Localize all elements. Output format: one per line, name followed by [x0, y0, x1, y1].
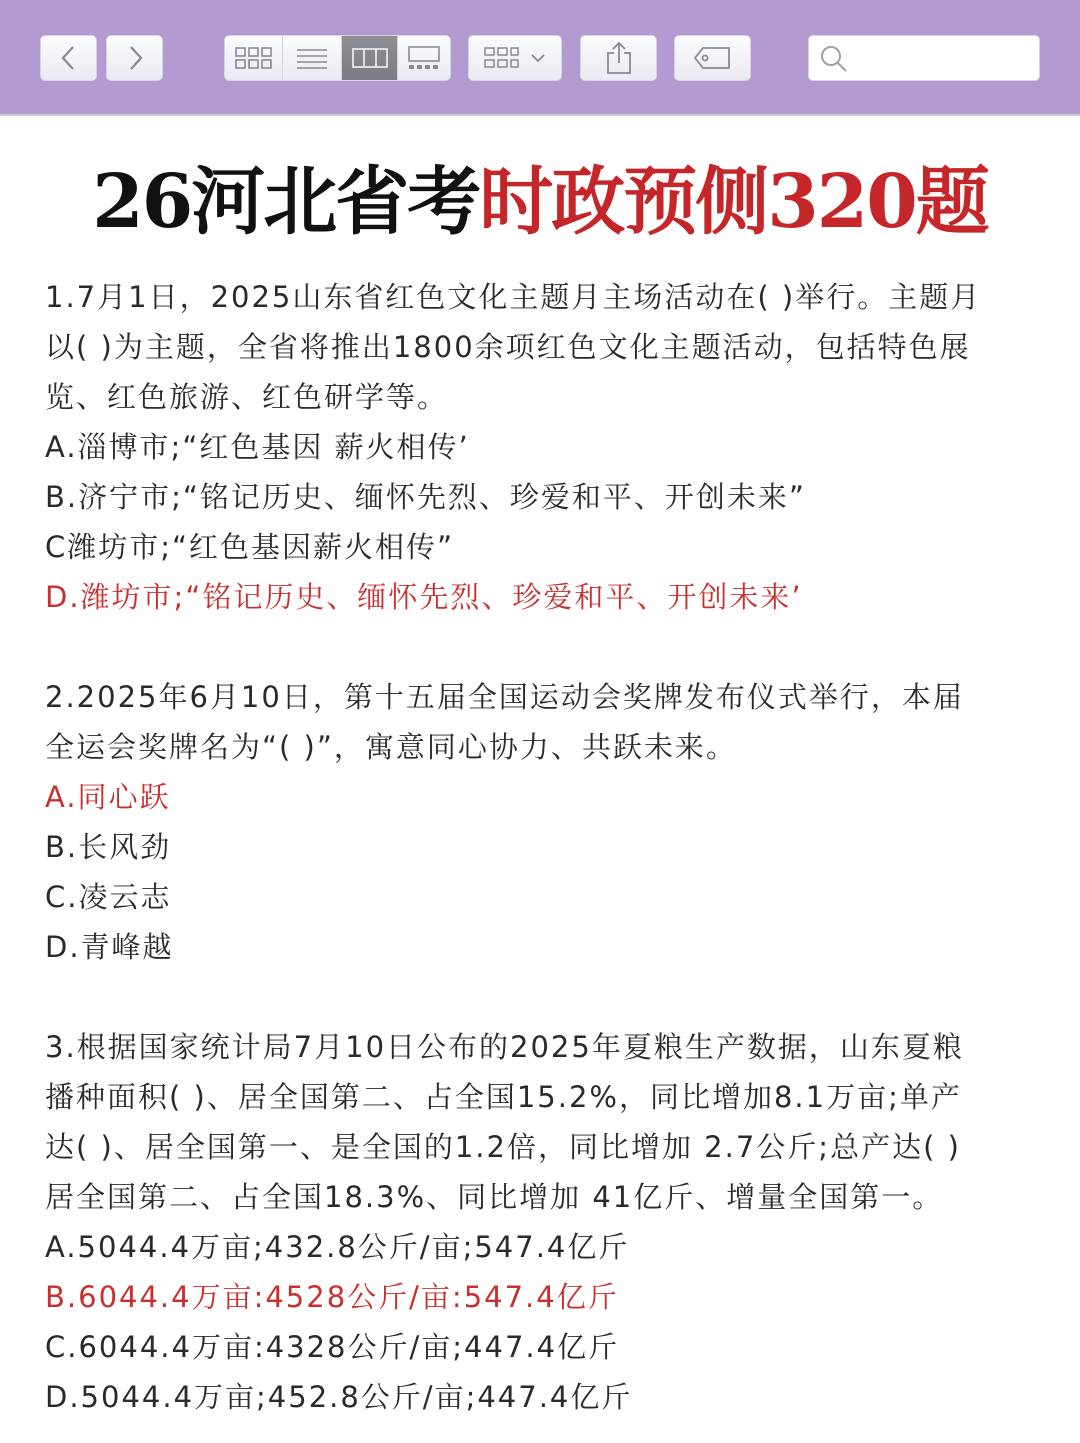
page-title [0, 152, 1080, 252]
question-1 [45, 272, 1045, 622]
group-by-button[interactable] [468, 35, 562, 81]
option-c: C.凌云志 [45, 880, 172, 914]
title-red-part: 时政预侧320题 [479, 159, 988, 245]
question-stem-line: 居全国第二、占全国18.3%、同比增加 41亿斤、增量全国第一。 [45, 1180, 944, 1214]
question-stem-line: 1.7月1日，2025山东省红色文化主题月主场活动在( )举行。主题月 [45, 280, 982, 314]
list-view-button[interactable] [283, 35, 342, 81]
column-view-button[interactable] [342, 35, 398, 81]
share-icon [604, 41, 634, 75]
question-list [45, 272, 1045, 1422]
option-d-correct-answer: D.潍坊市;“铭记历史、缅怀先烈、珍爱和平、开创未来’ [45, 580, 803, 614]
gallery-icon [405, 45, 443, 71]
option-c: C潍坊市;“红色基因薪火相传” [45, 530, 455, 564]
search-field[interactable] [808, 35, 1040, 81]
question-stem-line: 览、红色旅游、红色研学等。 [45, 380, 449, 414]
option-b-correct-answer: B.6044.4万亩:4528公斤/亩:547.4亿斤 [45, 1280, 619, 1314]
question-stem-line: 以( )为主题，全省将推出1800余项红色文化主题活动，包括特色展 [45, 330, 971, 364]
chevron-left-icon [59, 45, 79, 71]
forward-button[interactable] [106, 35, 163, 81]
list-icon [295, 46, 329, 70]
option-a: A.淄博市;“红色基因 薪火相传’ [45, 430, 470, 464]
question-2 [45, 672, 1045, 972]
option-c: C.6044.4万亩:4328公斤/亩;447.4亿斤 [45, 1330, 620, 1364]
option-a: A.5044.4万亩;432.8公斤/亩;547.4亿斤 [45, 1230, 630, 1264]
share-button[interactable] [580, 35, 657, 81]
group-by-icon [483, 46, 521, 70]
gallery-view-button[interactable] [398, 35, 451, 81]
columns-icon [351, 46, 389, 70]
chevron-right-icon [125, 45, 145, 71]
option-b: B.长风劲 [45, 830, 172, 864]
window-toolbar [0, 0, 1080, 116]
question-3 [45, 1022, 1045, 1422]
option-d: D.青峰越 [45, 930, 174, 964]
option-d: D.5044.4万亩;452.8公斤/亩;447.4亿斤 [45, 1380, 633, 1414]
title-black-part: 26河北省考 [92, 159, 480, 245]
tag-button[interactable] [674, 35, 751, 81]
question-stem-line: 2.2025年6月10日，第十五届全国运动会奖牌发布仪式举行，本届 [45, 680, 964, 714]
icon-view-button[interactable] [224, 35, 283, 81]
spacer [45, 972, 1045, 1022]
back-button[interactable] [40, 35, 97, 81]
question-stem-line: 3.根据国家统计局7月10日公布的2025年夏粮生产数据，山东夏粮 [45, 1030, 964, 1064]
question-stem-line: 播种面积( )、居全国第二、占全国15.2%，同比增加8.1万亩;单产 [45, 1080, 962, 1114]
question-stem-line: 达( )、居全国第一、是全国的1.2倍，同比增加 2.7公斤;总产达( ) [45, 1130, 961, 1164]
option-b: B.济宁市;“铭记历史、缅怀先烈、珍爱和平、开创未来” [45, 480, 806, 514]
spacer [45, 622, 1045, 672]
chevron-down-icon [529, 52, 547, 64]
grid-icon [234, 46, 274, 70]
search-icon [819, 44, 849, 74]
tag-icon [693, 45, 733, 71]
question-stem-line: 全运会奖牌名为“( )”，寓意同心协力、共跃未来。 [45, 730, 737, 764]
option-a-correct-answer: A.同心跃 [45, 780, 171, 814]
